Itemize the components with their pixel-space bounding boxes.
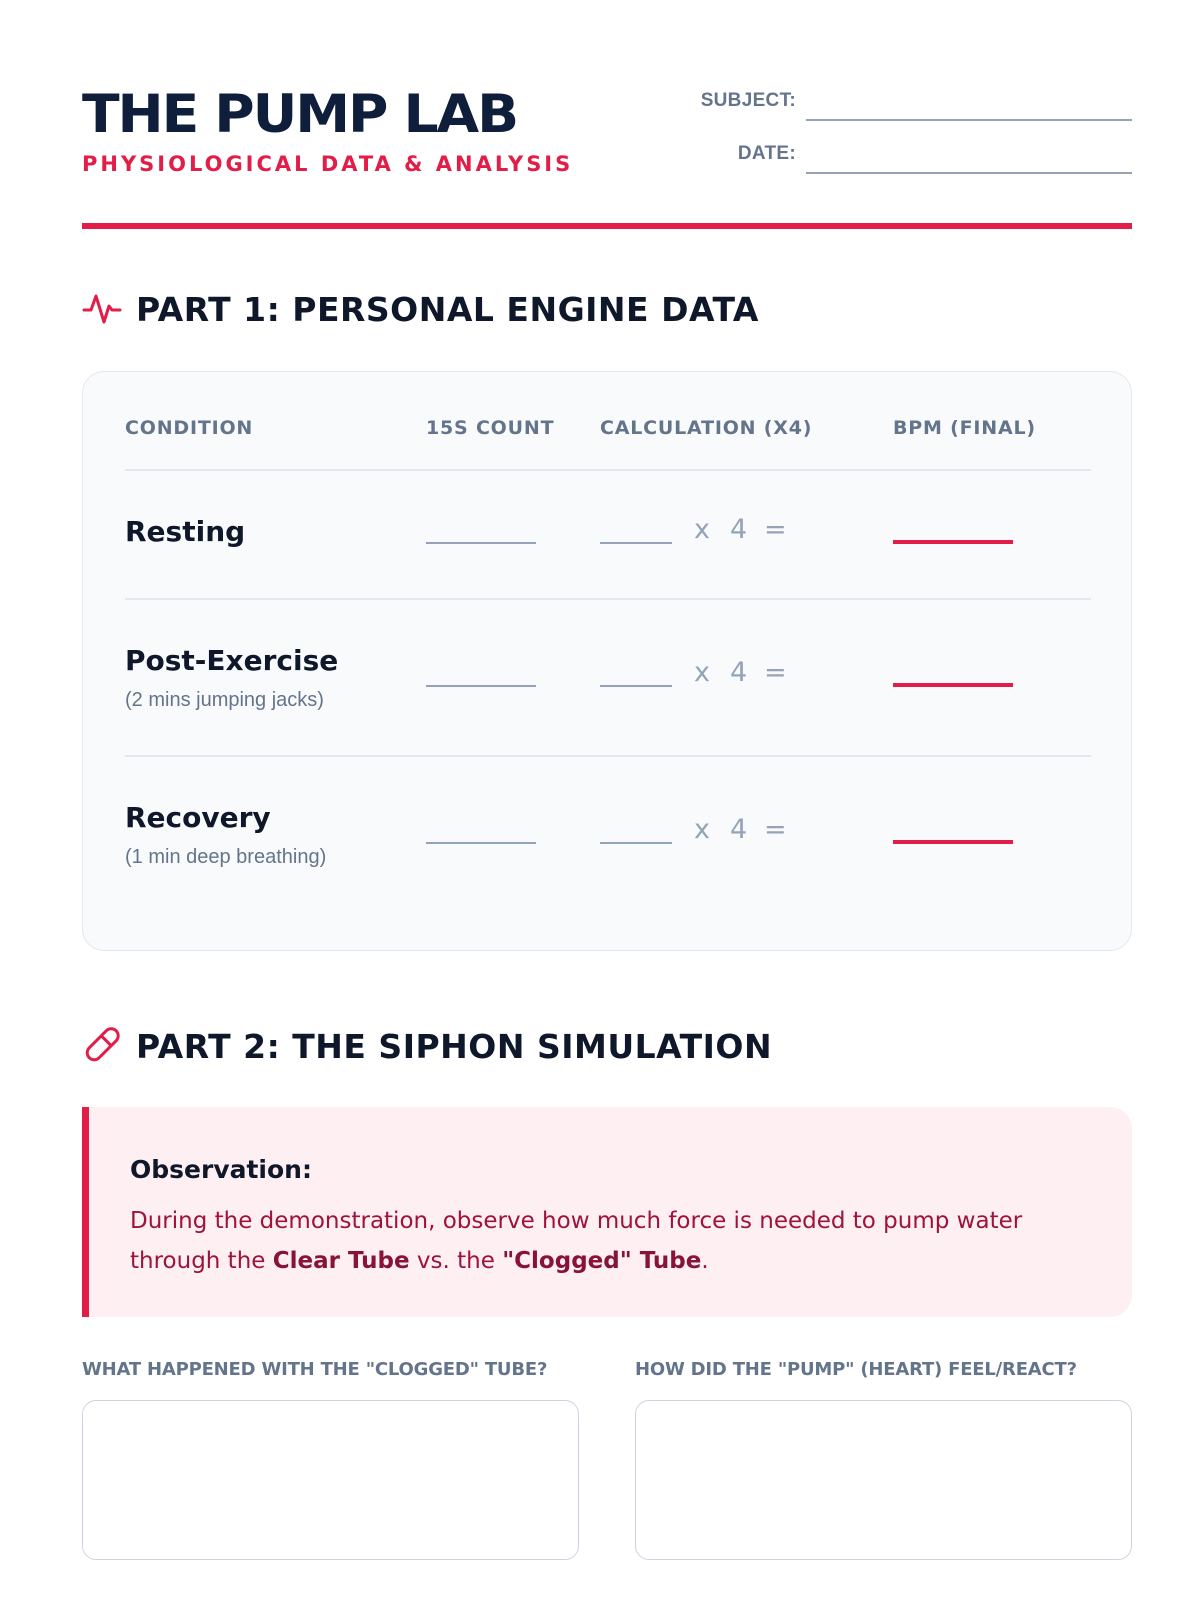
date-label: DATE:: [737, 143, 796, 164]
calc-blank[interactable]: [600, 542, 672, 544]
header-divider-line: [125, 469, 1091, 471]
part1-heading: [82, 286, 982, 330]
observation-text-part: .: [701, 1248, 709, 1274]
subject-label: SUBJECT:: [700, 90, 796, 111]
part1-title: PART 1: PERSONAL ENGINE DATA: [136, 290, 759, 329]
multiplier: 4: [730, 514, 748, 545]
subject-field[interactable]: [806, 119, 1132, 121]
bpm-blank[interactable]: [893, 683, 1013, 687]
bpm-blank[interactable]: [893, 840, 1013, 844]
question-pump-reaction: HOW DID THE "PUMP" (HEART) FEEL/REACT?: [635, 1359, 1077, 1380]
header: [82, 84, 1132, 184]
multiply-sign: x: [694, 514, 710, 545]
condition-label: Resting: [125, 515, 246, 548]
equals-sign: =: [764, 814, 787, 845]
column-header-count: 15S COUNT: [426, 417, 555, 439]
calc-blank[interactable]: [600, 685, 672, 687]
condition-note: (2 mins jumping jacks): [125, 689, 324, 711]
column-header-calculation: CALCULATION (X4): [600, 417, 813, 439]
count-blank[interactable]: [426, 842, 536, 844]
calc-blank[interactable]: [600, 842, 672, 844]
page-subtitle: PHYSIOLOGICAL DATA & ANALYSIS: [82, 152, 574, 176]
date-field[interactable]: [806, 172, 1132, 174]
observation-title: Observation:: [130, 1155, 312, 1184]
row-divider: [125, 755, 1091, 757]
part2-title: PART 2: THE SIPHON SIMULATION: [136, 1027, 773, 1066]
column-header-bpm: BPM (FINAL): [893, 417, 1036, 439]
test-tube-icon: [82, 1025, 122, 1065]
subject-row: [676, 84, 1132, 124]
multiply-sign: x: [694, 657, 710, 688]
condition-label: Recovery: [125, 801, 271, 834]
observation-text-part: During the demonstration, observe how much force is needed to pump water through the: [130, 1208, 1023, 1274]
condition-label: Post-Exercise: [125, 644, 339, 677]
pulse-icon: [82, 288, 122, 328]
answer-box-pump-reaction[interactable]: [635, 1400, 1132, 1560]
multiply-sign: x: [694, 814, 710, 845]
bpm-blank[interactable]: [893, 540, 1013, 544]
observation-text: [130, 1201, 1090, 1281]
multiplier: 4: [730, 814, 748, 845]
column-header-condition: CONDITION: [125, 417, 254, 439]
date-row: [676, 137, 1132, 177]
multiplier: 4: [730, 657, 748, 688]
condition-note: (1 min deep breathing): [125, 846, 327, 868]
clogged-tube-label: "Clogged" Tube: [502, 1248, 702, 1274]
observation-callout: [82, 1107, 1132, 1317]
answer-box-clogged-tube[interactable]: [82, 1400, 579, 1560]
equals-sign: =: [764, 514, 787, 545]
question-clogged-tube: WHAT HAPPENED WITH THE "CLOGGED" TUBE?: [82, 1359, 548, 1380]
header-divider: [82, 223, 1132, 229]
part2-heading: [82, 1023, 982, 1067]
equals-sign: =: [764, 657, 787, 688]
row-divider: [125, 598, 1091, 600]
count-blank[interactable]: [426, 685, 536, 687]
count-blank[interactable]: [426, 542, 536, 544]
page-title: THE PUMP LAB: [82, 84, 518, 145]
observation-text-part: vs. the: [409, 1248, 503, 1274]
heart-rate-table: [82, 371, 1132, 951]
clear-tube-label: Clear Tube: [272, 1248, 410, 1274]
